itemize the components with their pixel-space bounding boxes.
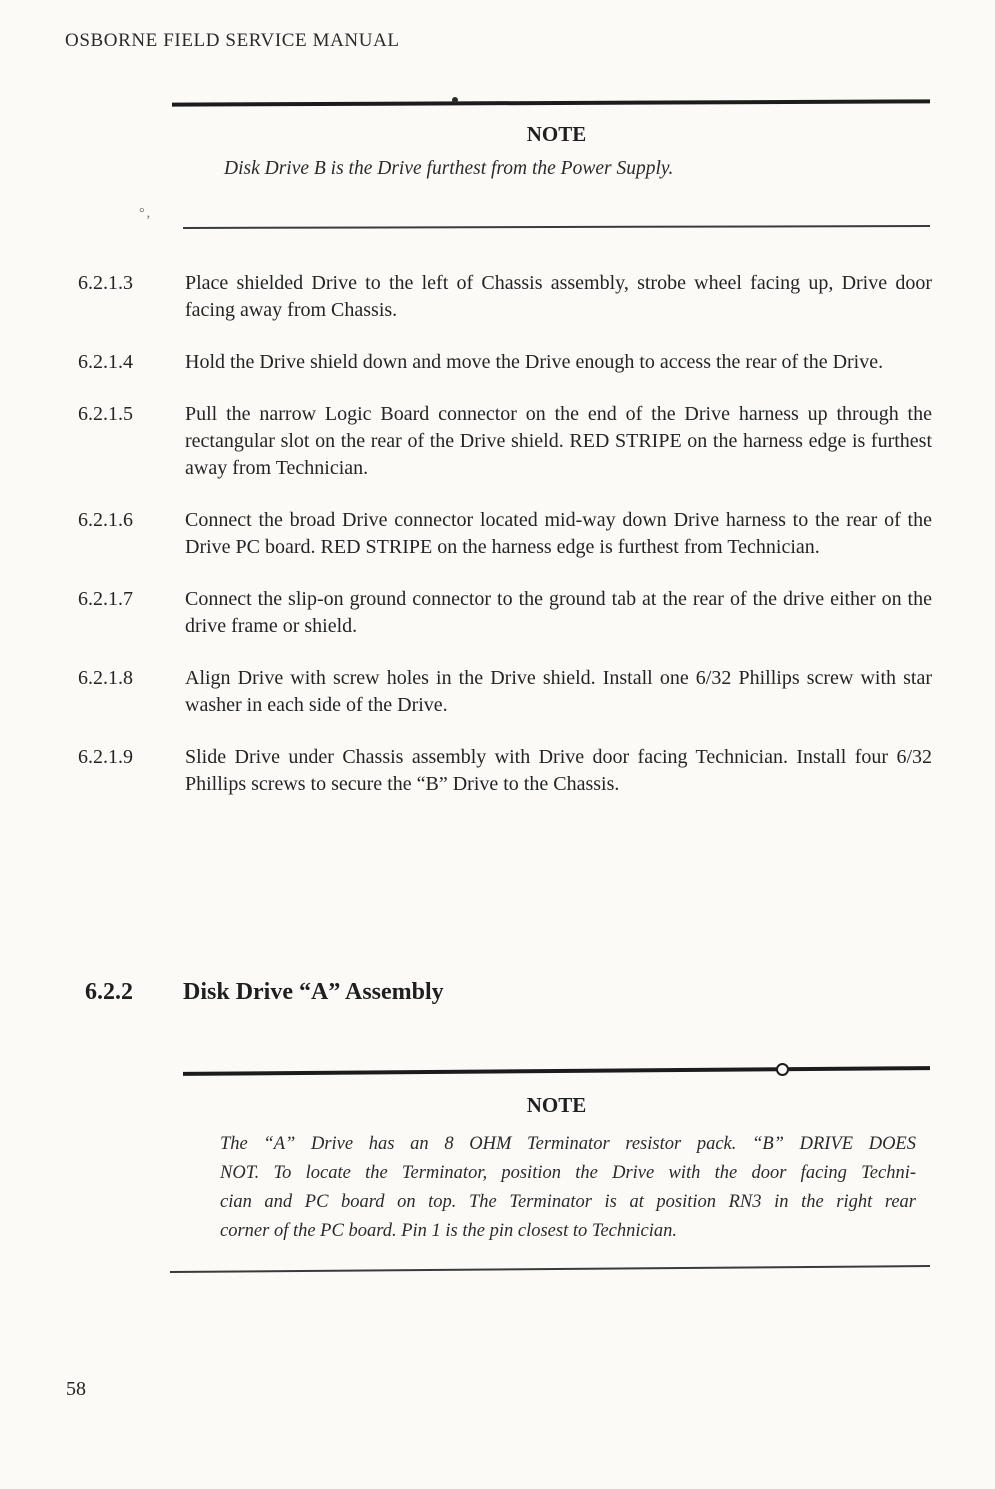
note2-line: corner of the PC board. Pin 1 is the pin closest to Technician.	[220, 1221, 677, 1241]
page-number: 58	[66, 1378, 86, 1400]
scan-artifact-ring	[776, 1063, 789, 1076]
scan-artifact-smudge: °,	[139, 206, 153, 221]
section-title: Disk Drive “A” Assembly	[183, 979, 444, 1005]
note1-text: Disk Drive B is the Drive furthest from the Power Supply.	[224, 158, 674, 179]
procedure-step	[78, 270, 932, 324]
note1-bottom-rule	[183, 225, 930, 229]
step-number: 6.2.1.8	[78, 667, 133, 689]
step-number: 6.2.1.5	[78, 403, 133, 425]
section-heading	[85, 979, 444, 1006]
step-number: 6.2.1.9	[78, 746, 133, 768]
step-text: Align Drive with screw holes in the Drive shield. Install one 6/32 Phillips screw with star washer in each side of the Drive.	[185, 667, 932, 716]
procedure-step	[78, 401, 932, 482]
step-text: Connect the slip-on ground connector to the ground tab at the rear of the drive either on the drive frame or shield.	[185, 588, 932, 637]
step-text: Slide Drive under Chassis assembly with Drive door facing Technician. Install four 6/32 Phillips screws to secure the “B” Drive to the Chassis.	[185, 746, 932, 795]
step-text: Pull the narrow Logic Board connector on the end of the Drive harness up through the rectangular slot on the rear of the Drive shield. RED STRIPE on the harness edge is furthest away from Technician.	[185, 403, 932, 479]
note1-top-rule	[172, 99, 930, 106]
note2-text	[220, 1130, 916, 1246]
procedure-step	[78, 507, 932, 561]
note2-line: NOT. To locate the Terminator, position the Drive with the door facing Techni-	[220, 1163, 916, 1183]
step-text: Hold the Drive shield down and move the Drive enough to access the rear of the Drive.	[185, 351, 884, 373]
running-header: OSBORNE FIELD SERVICE MANUAL	[65, 30, 400, 51]
note2-top-rule	[183, 1066, 930, 1076]
note1-title: NOTE	[526, 122, 587, 146]
section-number: 6.2.2	[85, 979, 133, 1005]
procedure-step	[78, 744, 932, 798]
step-text: Place shielded Drive to the left of Chassis assembly, strobe wheel facing up, Drive door facing away from Chassis.	[185, 272, 932, 321]
step-number: 6.2.1.7	[78, 588, 133, 610]
note2-bottom-rule	[170, 1265, 930, 1273]
step-text: Connect the broad Drive connector located mid-way down Drive harness to the rear of the Drive PC board. RED STRIPE on the harness edge is furthest from Technician.	[185, 509, 932, 558]
scan-artifact-dot	[452, 97, 458, 103]
step-number: 6.2.1.3	[78, 272, 133, 294]
note2-line: The “A” Drive has an 8 OHM Terminator resistor pack. “B” DRIVE DOES	[220, 1134, 916, 1154]
note2-title: NOTE	[526, 1093, 587, 1117]
procedure-list	[78, 270, 932, 823]
procedure-step	[78, 586, 932, 640]
note2-line: cian and PC board on top. The Terminator is at position RN3 in the right rear	[220, 1192, 916, 1212]
procedure-step	[78, 349, 932, 376]
step-number: 6.2.1.6	[78, 509, 133, 531]
step-number: 6.2.1.4	[78, 351, 133, 373]
procedure-step	[78, 665, 932, 719]
